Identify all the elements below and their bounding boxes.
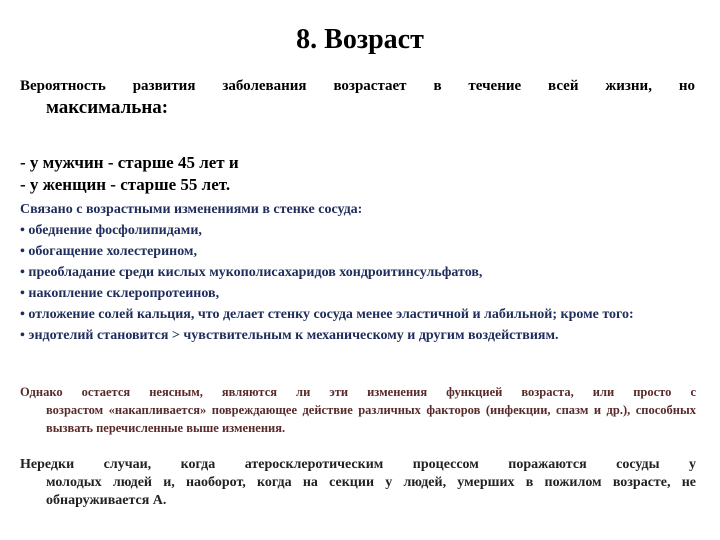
however-paragraph [20, 383, 696, 437]
bullet-item: • обеднение фосфолипидами, [20, 223, 202, 238]
women-age: - у женщин - старше 55 лет. [20, 175, 231, 194]
vessel-changes-heading: Связано с возрастными изменениями в стенке сосуда: [20, 202, 363, 217]
however-line-1: Однако остается неясным, являются ли эти изменения функцией возраста, или просто с [20, 385, 696, 399]
bullet-item: • отложение солей кальция, что делает стенку сосуда менее эластичной и лабильной; кроме того: [20, 307, 634, 322]
however-rest: возрастом «накапливается» повреждающее действие различных факторов (инфекции, спазм и др.), способных вызвать перечисленные выше изменения. [46, 403, 696, 435]
intro-line-1: Вероятность развития заболевания возрастает в течение всей жизни, но [20, 78, 695, 94]
bullet-item: • накопление склеропротеинов, [20, 286, 220, 301]
bullet-item: • эндотелий становится > чувствительным к механическому и другим воздействиям. [20, 328, 559, 343]
rare-rest: молодых людей и, наоборот, когда на секции у людей, умерших в пожилом возрасте, не обнаруживается А. [46, 475, 696, 508]
intro-line-2: максимальна: [46, 97, 169, 118]
rare-cases-paragraph [20, 456, 696, 510]
slide-title: 8. Возраст [296, 24, 424, 55]
bullet-item: • обогащение холестерином, [20, 244, 197, 259]
bullet-item: • преобладание среди кислых мукополисахаридов хондроитинсульфатов, [20, 265, 483, 280]
men-age: - у мужчин - старше 45 лет и [20, 153, 239, 172]
rare-line-1: Нередки случаи, когда атеросклеротическим процессом поражаются сосуды у [20, 457, 696, 472]
vessel-changes-block [20, 199, 696, 346]
